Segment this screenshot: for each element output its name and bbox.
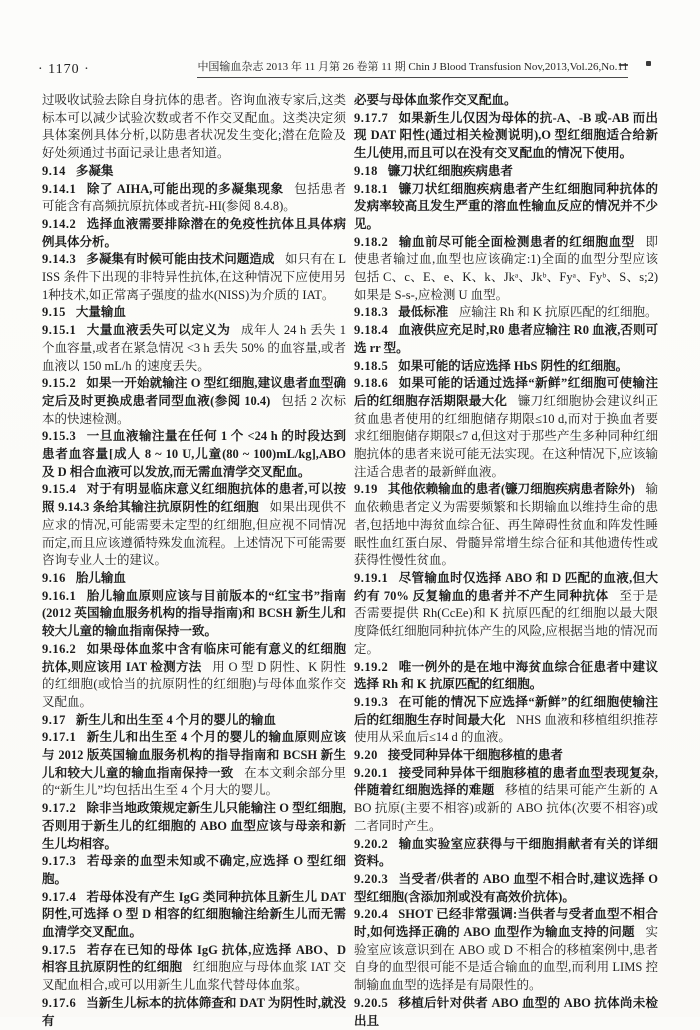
clause-paragraph xyxy=(42,322,346,375)
clause-body: 在本文剩余部分里的“新生儿”均包括出生至 4 个月大的婴儿。 xyxy=(42,765,346,798)
page-header xyxy=(38,58,660,78)
clause-paragraph xyxy=(42,251,346,304)
clause-title: 新生儿和出生至 4 个月的婴儿的输血 xyxy=(75,712,276,727)
clause-number: 9.20.4 xyxy=(354,907,389,922)
clause-number: 9.20.1 xyxy=(354,765,389,780)
clause-number: 9.14.1 xyxy=(42,181,77,196)
clause-paragraph xyxy=(354,234,658,305)
clause-number: 9.19.2 xyxy=(354,659,389,674)
clause-paragraph xyxy=(42,481,346,570)
clause-paragraph xyxy=(354,694,658,747)
clause-paragraph xyxy=(42,889,346,942)
clause-title: 如果一开始就输注 O 型红细胞,建议患者血型确定后及时更换成患者同型血液(参阅 10.4) xyxy=(42,376,346,408)
clause-title: 若母亲的血型未知或不确定,应选择 O 型红细胞。 xyxy=(42,854,346,886)
clause-number: 9.18.5 xyxy=(354,358,389,373)
clause-paragraph xyxy=(42,181,346,216)
clause-number: 9.15.4 xyxy=(42,482,77,497)
clause-paragraph xyxy=(42,428,346,481)
clause-body: 镰刀红细胞协会建议纠正贫血患者使用的红细胞储存期限≤10 d,而对于换血者要求红细胞储存期限≤7 d,但这对于那些产生多种同种红细胞抗体的患者来说可能无法实现。在这种情况下,应该输注适合患者的最新鲜血液。 xyxy=(354,393,658,479)
clause-number: 9.18.3 xyxy=(354,305,389,320)
clause-number: 9.14.2 xyxy=(42,216,77,231)
clause-number: 9.17.3 xyxy=(42,854,77,869)
clause-body: 包括患者可能含有高频抗原抗体或者抗-HI(参阅 8.4.8)。 xyxy=(42,181,346,214)
clause-title: 胎儿输血 xyxy=(75,570,126,585)
clause-title: 当新生儿标本的抗体筛查和 DAT 为阴性时,就没有 xyxy=(42,995,346,1028)
clause-title: 大量血液丢失可以定义为 xyxy=(86,323,231,338)
clause-paragraph xyxy=(42,570,346,588)
clause-title: 尽管输血时仅选择 ABO 和 D 匹配的血液,但大约有 70% 反复输血的患者并不产生同种抗体 xyxy=(354,570,658,603)
clause-number: 9.17.4 xyxy=(42,889,77,904)
clause-body: 包括 2 次标本的快速检测。 xyxy=(42,393,346,426)
clause-number: 9.19.1 xyxy=(354,570,389,585)
clause-title: 当受者/供者的 ABO 血型不相合时,建议选择 O 型红细胞(含添加剂或没有高效价抗体)。 xyxy=(354,871,658,904)
clause-number: 9.19.3 xyxy=(354,694,389,709)
clause-title: 除了 AIHA,可能出现的多凝集现象 xyxy=(86,181,284,196)
clause-paragraph xyxy=(42,995,346,1030)
clause-paragraph xyxy=(42,92,346,163)
left-column xyxy=(42,92,346,1030)
clause-number: 9.16.1 xyxy=(42,588,77,603)
clause-number: 9.20 xyxy=(354,748,378,763)
clause-paragraph xyxy=(354,481,658,570)
clause-paragraph xyxy=(354,322,658,357)
clause-body: 移植的结果可能产生新的 ABO 抗原(主要不相容)或新的 ABO 抗体(次要不相容)或二者同时产生。 xyxy=(354,783,658,833)
clause-paragraph xyxy=(354,906,658,995)
clause-body: 应输注 Rh 和 K 抗原匹配的红细胞。 xyxy=(458,305,658,320)
clause-number: 9.19 xyxy=(354,482,378,497)
clause-title: 胎儿输血原则应该与目前版本的“红宝书”指南(2012 英国输血服务机构的指导指南)和 BCSH 新生儿和较大儿童的输血指南保持一致。 xyxy=(42,588,346,639)
clause-number: 9.18.4 xyxy=(354,323,389,338)
clause-title: 其他依赖输血的患者(镰刀细胞疾病患者除外) xyxy=(387,482,635,497)
clause-number: 9.20.3 xyxy=(354,871,389,886)
clause-paragraph xyxy=(42,712,346,730)
clause-title: 多凝集有时候可能由技术问题造成 xyxy=(86,252,275,267)
clause-title: 接受同种异体干细胞移植的患者 xyxy=(387,748,563,763)
clause-title: 对于有明显临床意义红细胞抗体的患者,可以按照 9.14.3 条给其输注抗原阴性的红细胞 xyxy=(42,482,346,515)
clause-paragraph xyxy=(354,995,658,1030)
clause-number: 9.15 xyxy=(42,305,66,320)
clause-title: 选择血液需要排除潜在的免疫性抗体且具体病例具体分析。 xyxy=(42,216,346,249)
document-body xyxy=(42,92,658,1030)
clause-title: SHOT 已经非常强调:当供者与受者血型不相合时,如何选择正确的 ABO 血型作为输血支持的问题 xyxy=(354,907,658,940)
clause-body: 用 O 型 D 阴性、K 阴性的红细胞(或恰当的抗原阴性的红细胞)与母体血浆作交叉配血。 xyxy=(42,659,346,709)
clause-body: 实验室应该意识到在 ABO 或 D 不相合的移植案例中,患者自身的血型很可能不是适合输血的血型,而利用 LIMS 控制输血血型的选择是有局限性的。 xyxy=(354,925,658,993)
clause-title: 多凝集 xyxy=(75,163,114,178)
clause-title: 输血前尽可能全面检测患者的红细胞血型 xyxy=(398,234,635,249)
clause-number: 9.18.2 xyxy=(354,234,389,249)
clause-number: 9.14.3 xyxy=(42,252,77,267)
clause-body: 输血依赖患者定义为需要频繁和长期输血以维持生命的患者,包括地中海贫血综合征、再生障碍性贫血和阵发性睡眠性血红蛋白尿、骨髓异常增生综合征和其他遗传性或获得性慢性贫血。 xyxy=(354,482,658,568)
clause-title: 若存在已知的母体 IgG 抗体,应选择 ABO、D 相容且抗原阴性的红细胞 xyxy=(42,942,346,975)
clause-paragraph xyxy=(354,110,658,163)
clause-paragraph xyxy=(354,304,658,322)
clause-number: 9.17.2 xyxy=(42,801,77,816)
clause-body: 红细胞应与母体血浆 IAT 交叉配血相合,或可以用新生儿血浆代替母体血浆。 xyxy=(42,960,346,993)
clause-paragraph xyxy=(354,92,658,110)
clause-number: 9.15.1 xyxy=(42,323,77,338)
clause-paragraph xyxy=(354,358,658,376)
clause-title: 移植后针对供者 ABO 血型的 ABO 抗体尚未检出且 xyxy=(354,995,658,1028)
clause-body: NHS 血液和移植组织推荐使用从采血后≤14 d 的血液。 xyxy=(354,712,658,745)
clause-paragraph xyxy=(42,375,346,428)
journal-title: 中国输血杂志 2013 年 11 月第 26 卷第 11 期 Chin J Blood Transfusion Nov,2013,Vol.26,No.11 xyxy=(197,58,628,78)
clause-body: 即使患者输过血,血型也应该确定:1)全面的血型分型应该包括 C、c、E、e、K、k、Jkᵃ、Jkᵇ、Fyᵃ、Fyᵇ、S、s;2)如果是 S-s-,应检测 U 血型。 xyxy=(354,234,658,302)
clause-title: 镰刀状红细胞疾病患者产生红细胞同种抗体的发病率较高且发生严重的溶血性输血反应的情况并不少见。 xyxy=(354,181,658,231)
clause-paragraph xyxy=(42,163,346,181)
clause-number: 9.20.2 xyxy=(354,836,389,851)
clause-title: 如果可能的话应选择 HbS 阴性的红细胞。 xyxy=(398,358,629,373)
clause-title: 接受同种异体干细胞移植的患者血型表现复杂,伴随着红细胞选择的难题 xyxy=(354,765,658,798)
clause-number: 9.17.7 xyxy=(354,110,389,125)
clause-title: 镰刀状红细胞疾病患者 xyxy=(387,163,513,178)
clause-paragraph xyxy=(354,765,658,836)
clause-paragraph xyxy=(354,747,658,765)
clause-number: 9.16 xyxy=(42,570,66,585)
clause-title: 若母体没有产生 IgG 类同种抗体且新生儿 DAT 阴性,可选择 O 型 D 相容的红细胞输注给新生儿而无需血清学交叉配血。 xyxy=(42,889,346,940)
clause-number: 9.16.2 xyxy=(42,641,77,656)
clause-paragraph xyxy=(354,163,658,181)
clause-body: 至于是否需要提供 Rh(CcEe)和 K 抗原匹配的红细胞以最大限度降低红细胞同种抗体产生的风险,应根据当地的情况而定。 xyxy=(354,588,658,656)
clause-paragraph xyxy=(354,181,658,234)
clause-title: 除非当地政策规定新生儿只能输注 O 型红细胞,否则用于新生儿的红细胞的 ABO 血型应该与母亲和新生儿均相容。 xyxy=(42,801,346,851)
clause-title: 最低标准 xyxy=(398,305,449,320)
clause-body: 如只有在 LISS 条件下出现的非特异性抗体,在这种情况下应使用另1种技术,如正常离子强度的盐水(NISS)为介质的 IAT。 xyxy=(42,252,346,302)
clause-paragraph xyxy=(354,836,658,871)
clause-title: 唯一例外的是在地中海贫血综合征患者中建议选择 Rh 和 K 抗原匹配的红细胞。 xyxy=(354,659,658,692)
clause-title: 一旦血液输注量在任何 1 个 <24 h 的时段达到患者血容量[成人 8 ~ 10 U,儿童(80 ~ 100)mL/kg],ABO 及 D 相合血液可以发放,而无需血清学交叉配血。 xyxy=(42,429,346,479)
page-number: · 1170 · xyxy=(38,62,90,77)
clause-number: 9.18.1 xyxy=(354,181,389,196)
clause-title: 如果母体血浆中含有临床可能有意义的红细胞抗体,则应该用 IAT 检测方法 xyxy=(42,641,346,674)
clause-number: 9.14 xyxy=(42,163,66,178)
clause-paragraph xyxy=(42,216,346,251)
clause-paragraph xyxy=(42,853,346,888)
clause-title: 如果可能的话通过选择“新鲜”红细胞可使输注后的红细胞存活期限最大化 xyxy=(354,376,658,408)
clause-number: 9.15.3 xyxy=(42,429,77,444)
clause-title: 大量输血 xyxy=(75,305,126,320)
clause-number: 9.17.5 xyxy=(42,942,77,957)
clause-body: 成年人 24 h 丢失 1 个血容量,或者在紧急情况 <3 h 丢失 50% 的血容量,或者血液以 150 mL/h 的速度丢失。 xyxy=(42,323,346,373)
clause-title: 输血实验室应获得与干细胞捐献者有关的详细资料。 xyxy=(354,836,658,869)
clause-number: 9.18 xyxy=(354,163,378,178)
clause-body: 过吸收试验去除自身抗体的患者。咨询血液专家后,这类标本可以减少试验次数或者不作交叉配血。这类决定须具体案例具体分析,以防患者状况发生变化;潜在危险及好处须通过书面记录让患者知道。 xyxy=(42,93,346,161)
clause-number: 9.18.6 xyxy=(354,376,389,391)
clause-paragraph xyxy=(354,570,658,659)
right-column xyxy=(354,92,658,1030)
clause-title: 必要与母体血浆作交叉配血。 xyxy=(354,93,517,107)
clause-body: 如果出现供不应求的情况,可能需要未定型的红细胞,但应视不同情况而定,而且应该遵循特殊发血流程。上述情况下可能需要咨询专业人士的建议。 xyxy=(42,500,346,568)
clause-number: 9.20.5 xyxy=(354,995,389,1010)
clause-title: 血液供应充足时,R0 患者应输注 R0 血液,否则可选 rr 型。 xyxy=(354,323,658,355)
clause-paragraph xyxy=(42,588,346,641)
clause-paragraph xyxy=(42,800,346,853)
clause-number: 9.15.2 xyxy=(42,376,77,391)
clause-paragraph xyxy=(42,942,346,995)
clause-title: 新生儿和出生至 4 个月的婴儿的输血原则应该与 2012 版英国输血服务机构的指导指南和 BCSH 新生儿和较大儿童的输血指南保持一致 xyxy=(42,730,346,780)
clause-title: 如果新生儿仅因为母体的抗-A、-B 或-AB 而出现 DAT 阳性(通过相关检测说明),O 型红细胞适合给新生儿使用,而且可以在没有交叉配血的情况下使用。 xyxy=(354,110,658,161)
clause-paragraph xyxy=(354,871,658,906)
clause-paragraph xyxy=(42,729,346,800)
clause-number: 9.17 xyxy=(42,712,66,727)
clause-paragraph xyxy=(354,659,658,694)
clause-paragraph xyxy=(42,641,346,712)
clause-paragraph xyxy=(354,375,658,481)
clause-title: 在可能的情况下应选择“新鲜”的红细胞使输注后的红细胞生存时间最大化 xyxy=(354,694,658,727)
clause-number: 9.17.1 xyxy=(42,730,77,745)
clause-number: 9.17.6 xyxy=(42,995,77,1010)
clause-paragraph xyxy=(42,304,346,322)
